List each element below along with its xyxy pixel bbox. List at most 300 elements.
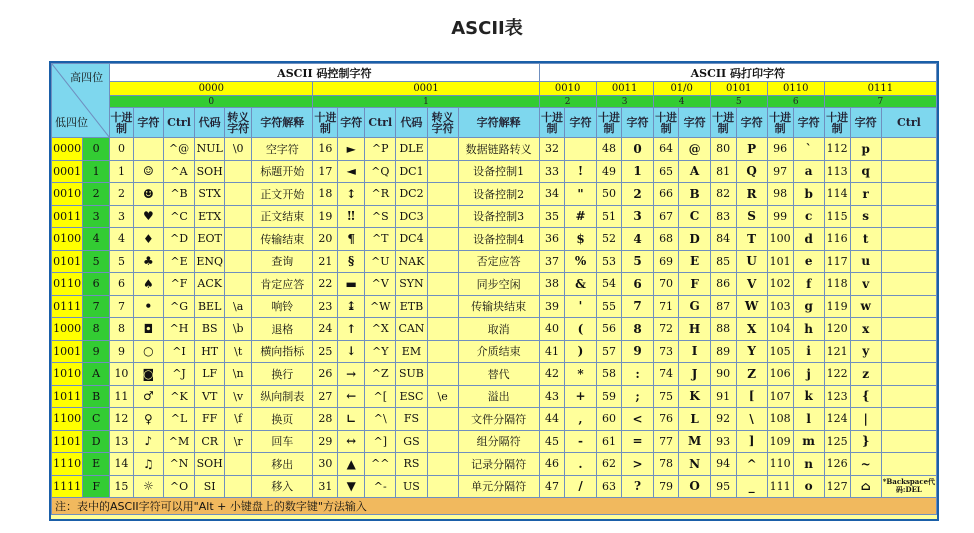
control-decimal: 19 (313, 205, 338, 228)
control-code: EOT (195, 228, 225, 251)
control-escape (225, 273, 252, 296)
printable-char: V (736, 273, 767, 296)
printable-decimal: 81 (710, 160, 736, 183)
printable-char: / (565, 475, 596, 498)
column-header-description: 字符解释 (458, 108, 539, 138)
del-note: *Backspace代码:DEL (881, 475, 936, 498)
low-nibble-hex: 7 (83, 295, 110, 318)
printable-char: C (679, 205, 710, 228)
control-decimal: 6 (110, 273, 134, 296)
low-nibble-binary: 0110 (52, 273, 83, 296)
printable-decimal: 52 (596, 228, 622, 251)
control-description: 取消 (458, 318, 539, 341)
control-decimal: 10 (110, 363, 134, 386)
printable-char: n (793, 453, 824, 476)
control-escape: \v (225, 385, 252, 408)
control-description: 溢出 (458, 385, 539, 408)
printable-char: q (850, 160, 881, 183)
printable-decimal: 83 (710, 205, 736, 228)
control-escape (225, 453, 252, 476)
high-nibble-label: 高四位 (70, 71, 104, 84)
printable-char: ! (565, 160, 596, 183)
printable-decimal: 36 (539, 228, 565, 251)
column-header-char: 字符 (736, 108, 767, 138)
printable-char: 7 (622, 295, 653, 318)
control-description: 纵向制表 (252, 385, 313, 408)
printable-char: o (793, 475, 824, 498)
control-escape (225, 475, 252, 498)
printable-decimal: 64 (653, 138, 679, 161)
control-escape (427, 475, 458, 498)
printable-char: , (565, 408, 596, 431)
control-description: 标题开始 (252, 160, 313, 183)
control-code: US (396, 475, 427, 498)
control-escape: \0 (225, 138, 252, 161)
control-escape (427, 408, 458, 431)
control-ctrl: ^T (365, 228, 396, 251)
printable-char: 3 (622, 205, 653, 228)
printable-decimal: 59 (596, 385, 622, 408)
control-code: BEL (195, 295, 225, 318)
column-header-decimal: 十进制 (767, 108, 793, 138)
control-description: 查询 (252, 250, 313, 273)
control-ctrl: ^O (163, 475, 194, 498)
printable-decimal: 108 (767, 408, 793, 431)
control-symbol: ¶ (338, 228, 365, 251)
low-nibble-binary: 0001 (52, 160, 83, 183)
printable-char (565, 138, 596, 161)
printable-decimal: 62 (596, 453, 622, 476)
control-description: 组分隔符 (458, 430, 539, 453)
control-escape (427, 273, 458, 296)
printable-char: k (793, 385, 824, 408)
low-nibble-hex: 3 (83, 205, 110, 228)
printable-char: ` (793, 138, 824, 161)
printable-decimal: 97 (767, 160, 793, 183)
printable-decimal: 63 (596, 475, 622, 498)
printable-decimal: 104 (767, 318, 793, 341)
control-symbol: ∟ (338, 408, 365, 431)
control-decimal: 30 (313, 453, 338, 476)
column-header-escape: 转义字符 (225, 108, 252, 138)
low-nibble-hex: 6 (83, 273, 110, 296)
control-symbol: § (338, 250, 365, 273)
low-nibble-label: 低四位 (55, 116, 88, 129)
column-header-decimal: 十进制 (653, 108, 679, 138)
printable-char: \ (736, 408, 767, 431)
low-nibble-binary: 0010 (52, 183, 83, 206)
printable-decimal: 123 (824, 385, 850, 408)
control-escape (427, 430, 458, 453)
control-symbol: ♣ (133, 250, 163, 273)
printable-char: 8 (622, 318, 653, 341)
printable-decimal: 105 (767, 340, 793, 363)
printable-decimal: 117 (824, 250, 850, 273)
printable-char: ( (565, 318, 596, 341)
printable-decimal: 68 (653, 228, 679, 251)
control-symbol: • (133, 295, 163, 318)
control-decimal: 24 (313, 318, 338, 341)
control-symbol: ♀ (133, 408, 163, 431)
printable-decimal: 44 (539, 408, 565, 431)
column-header-decimal: 十进制 (710, 108, 736, 138)
control-ctrl: ^E (163, 250, 194, 273)
table-row (52, 340, 937, 363)
control-code: SYN (396, 273, 427, 296)
control-description: 设备控制4 (458, 228, 539, 251)
control-decimal: 28 (313, 408, 338, 431)
control-decimal: 0 (110, 138, 134, 161)
printable-decimal: 65 (653, 160, 679, 183)
printable-char: < (622, 408, 653, 431)
column-header-description: 字符解释 (252, 108, 313, 138)
printable-char: u (850, 250, 881, 273)
high-nibble-hex: 6 (767, 96, 824, 108)
printable-decimal: 122 (824, 363, 850, 386)
high-nibble-hex: 3 (596, 96, 653, 108)
control-code: FS (396, 408, 427, 431)
printable-decimal: 89 (710, 340, 736, 363)
printable-char: Z (736, 363, 767, 386)
printable-char: 4 (622, 228, 653, 251)
printable-decimal: 71 (653, 295, 679, 318)
printable-decimal: 51 (596, 205, 622, 228)
control-code: DLE (396, 138, 427, 161)
printable-char: w (850, 295, 881, 318)
control-description: 退格 (252, 318, 313, 341)
control-code: ETX (195, 205, 225, 228)
control-escape (225, 205, 252, 228)
printable-char: ⌂ (850, 475, 881, 498)
printable-decimal: 98 (767, 183, 793, 206)
control-description: 设备控制1 (458, 160, 539, 183)
low-nibble-hex: A (83, 363, 110, 386)
control-code: SOH (195, 160, 225, 183)
control-description: 正文结束 (252, 205, 313, 228)
printable-char: - (565, 430, 596, 453)
printable-decimal: 92 (710, 408, 736, 431)
printable-char: ' (565, 295, 596, 318)
low-nibble-hex: B (83, 385, 110, 408)
ctrl-empty (881, 453, 936, 476)
low-nibble-hex: 4 (83, 228, 110, 251)
column-header-char: 字符 (622, 108, 653, 138)
printable-char: e (793, 250, 824, 273)
printable-char: + (565, 385, 596, 408)
low-nibble-binary: 1011 (52, 385, 83, 408)
control-ctrl: ^[ (365, 385, 396, 408)
control-code: NUL (195, 138, 225, 161)
printable-char: ^ (736, 453, 767, 476)
printable-char: _ (736, 475, 767, 498)
control-escape (427, 138, 458, 161)
high-nibble-hex: 0 (110, 96, 313, 108)
control-decimal: 11 (110, 385, 134, 408)
control-description: 传输块结束 (458, 295, 539, 318)
low-nibble-binary: 0100 (52, 228, 83, 251)
printable-decimal: 70 (653, 273, 679, 296)
control-symbol: ▬ (338, 273, 365, 296)
low-nibble-hex: F (83, 475, 110, 498)
high-nibble-binary: 0000 (110, 82, 313, 96)
printable-decimal: 79 (653, 475, 679, 498)
printable-char: b (793, 183, 824, 206)
low-nibble-binary: 0011 (52, 205, 83, 228)
column-header-char: 字符 (133, 108, 163, 138)
control-description: 否定应答 (458, 250, 539, 273)
low-nibble-hex: D (83, 430, 110, 453)
printable-char: y (850, 340, 881, 363)
low-nibble-hex: 1 (83, 160, 110, 183)
printable-decimal: 37 (539, 250, 565, 273)
printable-decimal: 35 (539, 205, 565, 228)
control-escape (427, 228, 458, 251)
printable-decimal: 118 (824, 273, 850, 296)
control-code: SI (195, 475, 225, 498)
low-nibble-hex: 9 (83, 340, 110, 363)
printable-decimal: 96 (767, 138, 793, 161)
printable-char: H (679, 318, 710, 341)
printable-decimal: 66 (653, 183, 679, 206)
printable-decimal: 102 (767, 273, 793, 296)
control-decimal: 3 (110, 205, 134, 228)
printable-decimal: 88 (710, 318, 736, 341)
printable-char: . (565, 453, 596, 476)
control-symbol: ↕ (338, 183, 365, 206)
control-ctrl: ^N (163, 453, 194, 476)
printable-decimal: 127 (824, 475, 850, 498)
printable-decimal: 112 (824, 138, 850, 161)
column-header-char: 字符 (565, 108, 596, 138)
corner-cell (52, 64, 110, 138)
printable-char: ) (565, 340, 596, 363)
control-ctrl: ^G (163, 295, 194, 318)
printable-char: 0 (622, 138, 653, 161)
printable-decimal: 116 (824, 228, 850, 251)
printable-decimal: 32 (539, 138, 565, 161)
control-symbol: ♠ (133, 273, 163, 296)
control-ctrl: ^I (163, 340, 194, 363)
ctrl-empty (881, 363, 936, 386)
printable-char: X (736, 318, 767, 341)
control-code: ETB (396, 295, 427, 318)
printable-char: U (736, 250, 767, 273)
printable-decimal: 121 (824, 340, 850, 363)
low-nibble-binary: 1110 (52, 453, 83, 476)
low-nibble-binary: 1111 (52, 475, 83, 498)
control-escape: \b (225, 318, 252, 341)
control-decimal: 31 (313, 475, 338, 498)
printable-decimal: 76 (653, 408, 679, 431)
printable-char: Y (736, 340, 767, 363)
control-description: 响铃 (252, 295, 313, 318)
control-ctrl: ^P (365, 138, 396, 161)
printable-char: S (736, 205, 767, 228)
control-escape (427, 205, 458, 228)
column-header-decimal: 十进制 (313, 108, 338, 138)
control-escape: \r (225, 430, 252, 453)
printable-decimal: 125 (824, 430, 850, 453)
control-escape (427, 250, 458, 273)
control-symbol: ↔ (338, 430, 365, 453)
column-header-char: 字符 (850, 108, 881, 138)
printable-decimal: 95 (710, 475, 736, 498)
control-description: 设备控制3 (458, 205, 539, 228)
control-code: SUB (396, 363, 427, 386)
control-code: RS (396, 453, 427, 476)
control-description: 文件分隔符 (458, 408, 539, 431)
ascii-table (51, 63, 937, 515)
control-escape: \t (225, 340, 252, 363)
control-ctrl: ^Q (365, 160, 396, 183)
control-code: HT (195, 340, 225, 363)
printable-char: ~ (850, 453, 881, 476)
printable-decimal: 60 (596, 408, 622, 431)
control-code: DC2 (396, 183, 427, 206)
control-code: VT (195, 385, 225, 408)
control-decimal: 22 (313, 273, 338, 296)
printable-char: M (679, 430, 710, 453)
control-escape (427, 340, 458, 363)
control-ctrl: ^] (365, 430, 396, 453)
low-nibble-binary: 0000 (52, 138, 83, 161)
control-ctrl: ^R (365, 183, 396, 206)
column-header-char: 字符 (679, 108, 710, 138)
control-decimal: 5 (110, 250, 134, 273)
printable-char: W (736, 295, 767, 318)
printable-char: v (850, 273, 881, 296)
printable-char: $ (565, 228, 596, 251)
control-description: 传输结束 (252, 228, 313, 251)
ctrl-empty (881, 160, 936, 183)
low-nibble-binary: 0111 (52, 295, 83, 318)
control-symbol: ☺ (133, 160, 163, 183)
printable-char: m (793, 430, 824, 453)
printable-char: g (793, 295, 824, 318)
printable-decimal: 61 (596, 430, 622, 453)
printable-decimal: 57 (596, 340, 622, 363)
high-nibble-hex: 4 (653, 96, 710, 108)
control-code: CAN (396, 318, 427, 341)
control-decimal: 4 (110, 228, 134, 251)
control-description: 移出 (252, 453, 313, 476)
table-row (52, 138, 937, 161)
control-escape (225, 228, 252, 251)
printable-char: E (679, 250, 710, 273)
control-ctrl: ^F (163, 273, 194, 296)
control-ctrl: ^V (365, 273, 396, 296)
printable-decimal: 33 (539, 160, 565, 183)
printable-decimal: 39 (539, 295, 565, 318)
column-header-code: 代码 (195, 108, 225, 138)
printable-char: P (736, 138, 767, 161)
table-row (52, 273, 937, 296)
control-escape (427, 183, 458, 206)
printable-decimal: 86 (710, 273, 736, 296)
printable-char: t (850, 228, 881, 251)
printable-decimal: 42 (539, 363, 565, 386)
control-symbol (133, 138, 163, 161)
page-title: ASCII表 (451, 18, 523, 39)
printable-char: | (850, 408, 881, 431)
low-nibble-hex: 2 (83, 183, 110, 206)
column-header-decimal: 十进制 (110, 108, 134, 138)
printable-decimal: 41 (539, 340, 565, 363)
control-symbol: ♫ (133, 453, 163, 476)
printable-decimal: 91 (710, 385, 736, 408)
printable-char: j (793, 363, 824, 386)
control-ctrl: ^@ (163, 138, 194, 161)
printable-char: G (679, 295, 710, 318)
table-row (52, 183, 937, 206)
control-decimal: 12 (110, 408, 134, 431)
control-decimal: 8 (110, 318, 134, 341)
control-decimal: 7 (110, 295, 134, 318)
control-ctrl: ^W (365, 295, 396, 318)
control-ctrl: ^U (365, 250, 396, 273)
control-symbol: ◙ (133, 363, 163, 386)
printable-char: A (679, 160, 710, 183)
printable-decimal: 48 (596, 138, 622, 161)
printable-decimal: 107 (767, 385, 793, 408)
control-code: EM (396, 340, 427, 363)
printable-char: ; (622, 385, 653, 408)
control-code: DC3 (396, 205, 427, 228)
table-row (52, 363, 937, 386)
printable-decimal: 110 (767, 453, 793, 476)
control-code: LF (195, 363, 225, 386)
control-escape: \n (225, 363, 252, 386)
column-header-char: 字符 (793, 108, 824, 138)
printable-decimal: 82 (710, 183, 736, 206)
control-decimal: 27 (313, 385, 338, 408)
column-header-escape: 转义字符 (427, 108, 458, 138)
printable-char: ? (622, 475, 653, 498)
printable-char: l (793, 408, 824, 431)
table-row (52, 160, 937, 183)
control-decimal: 25 (313, 340, 338, 363)
printable-decimal: 73 (653, 340, 679, 363)
low-nibble-binary: 1101 (52, 430, 83, 453)
printable-char: = (622, 430, 653, 453)
control-symbol: ☻ (133, 183, 163, 206)
control-ctrl: ^M (163, 430, 194, 453)
control-symbol: ↓ (338, 340, 365, 363)
printable-decimal: 45 (539, 430, 565, 453)
control-description: 同步空闲 (458, 273, 539, 296)
control-code: SOH (195, 453, 225, 476)
printable-char: 5 (622, 250, 653, 273)
control-symbol: ○ (133, 340, 163, 363)
printable-char: " (565, 183, 596, 206)
control-code: DC1 (396, 160, 427, 183)
printable-char: c (793, 205, 824, 228)
printable-decimal: 93 (710, 430, 736, 453)
control-decimal: 1 (110, 160, 134, 183)
control-escape: \f (225, 408, 252, 431)
table-row (52, 408, 937, 431)
control-code: STX (195, 183, 225, 206)
low-nibble-hex: C (83, 408, 110, 431)
printable-decimal: 113 (824, 160, 850, 183)
control-escape (225, 183, 252, 206)
ctrl-empty (881, 295, 936, 318)
high-nibble-binary: 0011 (596, 82, 653, 96)
control-description: 设备控制2 (458, 183, 539, 206)
control-code: ACK (195, 273, 225, 296)
control-description: 移入 (252, 475, 313, 498)
printable-char: 1 (622, 160, 653, 183)
